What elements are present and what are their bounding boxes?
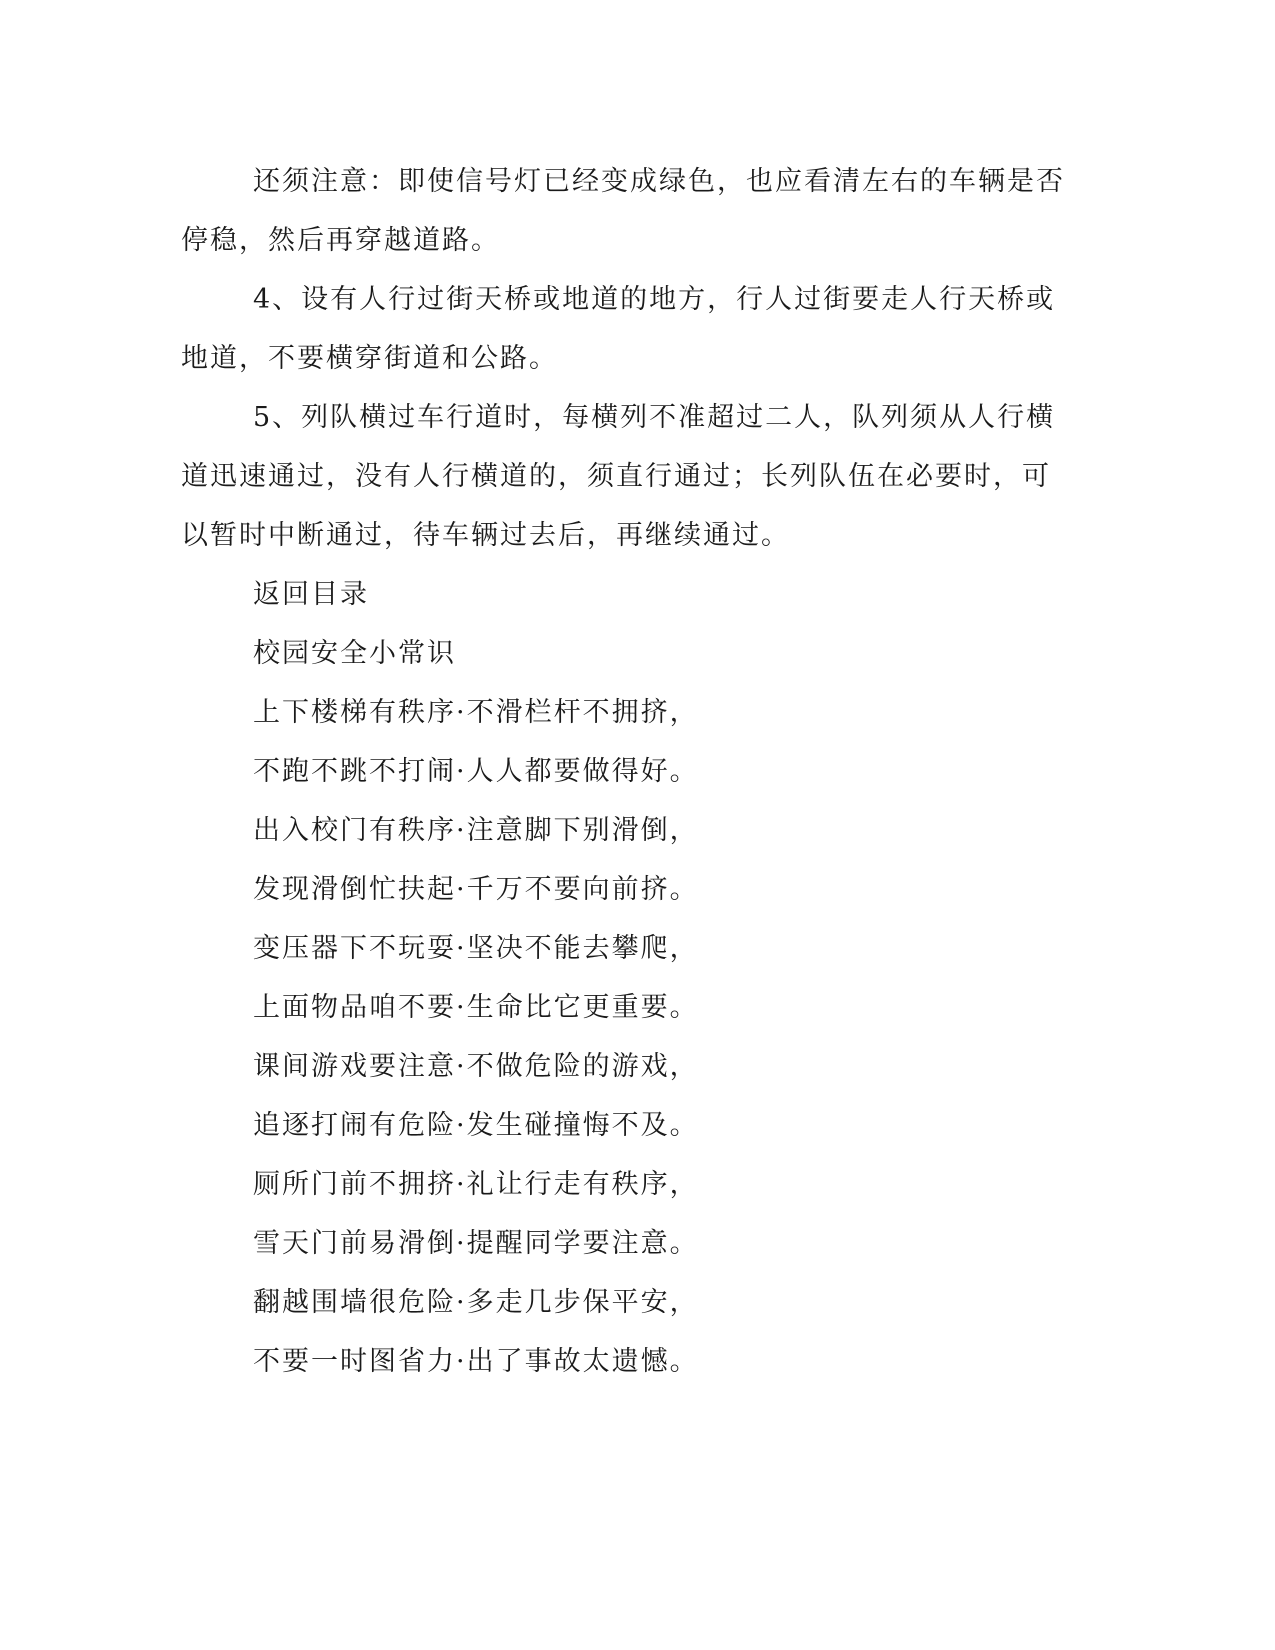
verse-line: 课间游戏要注意·不做危险的游戏， — [253, 1051, 699, 1082]
note-paragraph-line-2: 停稳，然后再穿越道路。 — [181, 225, 500, 256]
verse-line: 追逐打闹有危险·发生碰撞悔不及。 — [253, 1110, 699, 1141]
verse-line: 不跑不跳不打闹·人人都要做得好。 — [253, 756, 699, 787]
verse-line: 雪天门前易滑倒·提醒同学要注意。 — [253, 1228, 699, 1259]
item-5-line-1: 5、列队横过车行道时，每横列不准超过二人，队列须从人行横 — [253, 402, 1056, 433]
verse-line: 厕所门前不拥挤·礼让行走有秩序， — [253, 1169, 699, 1200]
item-5-line-2: 道迅速通过，没有人行横道的，须直行通过；长列队伍在必要时，可 — [181, 461, 1051, 492]
item-4-line-2: 地道，不要横穿街道和公路。 — [181, 343, 558, 374]
back-to-contents-link[interactable]: 返回目录 — [253, 579, 369, 610]
verse-line: 不要一时图省力·出了事故太遗憾。 — [253, 1346, 699, 1377]
verse-line: 变压器下不玩耍·坚决不能去攀爬， — [253, 933, 699, 964]
verse-line: 上面物品咱不要·生命比它更重要。 — [253, 992, 699, 1023]
item-4-line-1: 4、设有人行过街天桥或地道的地方，行人过街要走人行天桥或 — [253, 284, 1056, 315]
document-body — [181, 152, 1065, 1391]
verse-line: 翻越围墙很危险·多走几步保平安， — [253, 1287, 699, 1318]
item-5-line-3: 以暂时中断通过，待车辆过去后，再继续通过。 — [181, 520, 790, 551]
section-title: 校园安全小常识 — [253, 638, 456, 669]
note-paragraph-line-1: 还须注意：即使信号灯已经变成绿色，也应看清左右的车辆是否 — [253, 166, 1065, 197]
verse-line: 上下楼梯有秩序·不滑栏杆不拥挤， — [253, 697, 699, 728]
verse-line: 出入校门有秩序·注意脚下别滑倒， — [253, 815, 699, 846]
verse-line: 发现滑倒忙扶起·千万不要向前挤。 — [253, 874, 699, 905]
